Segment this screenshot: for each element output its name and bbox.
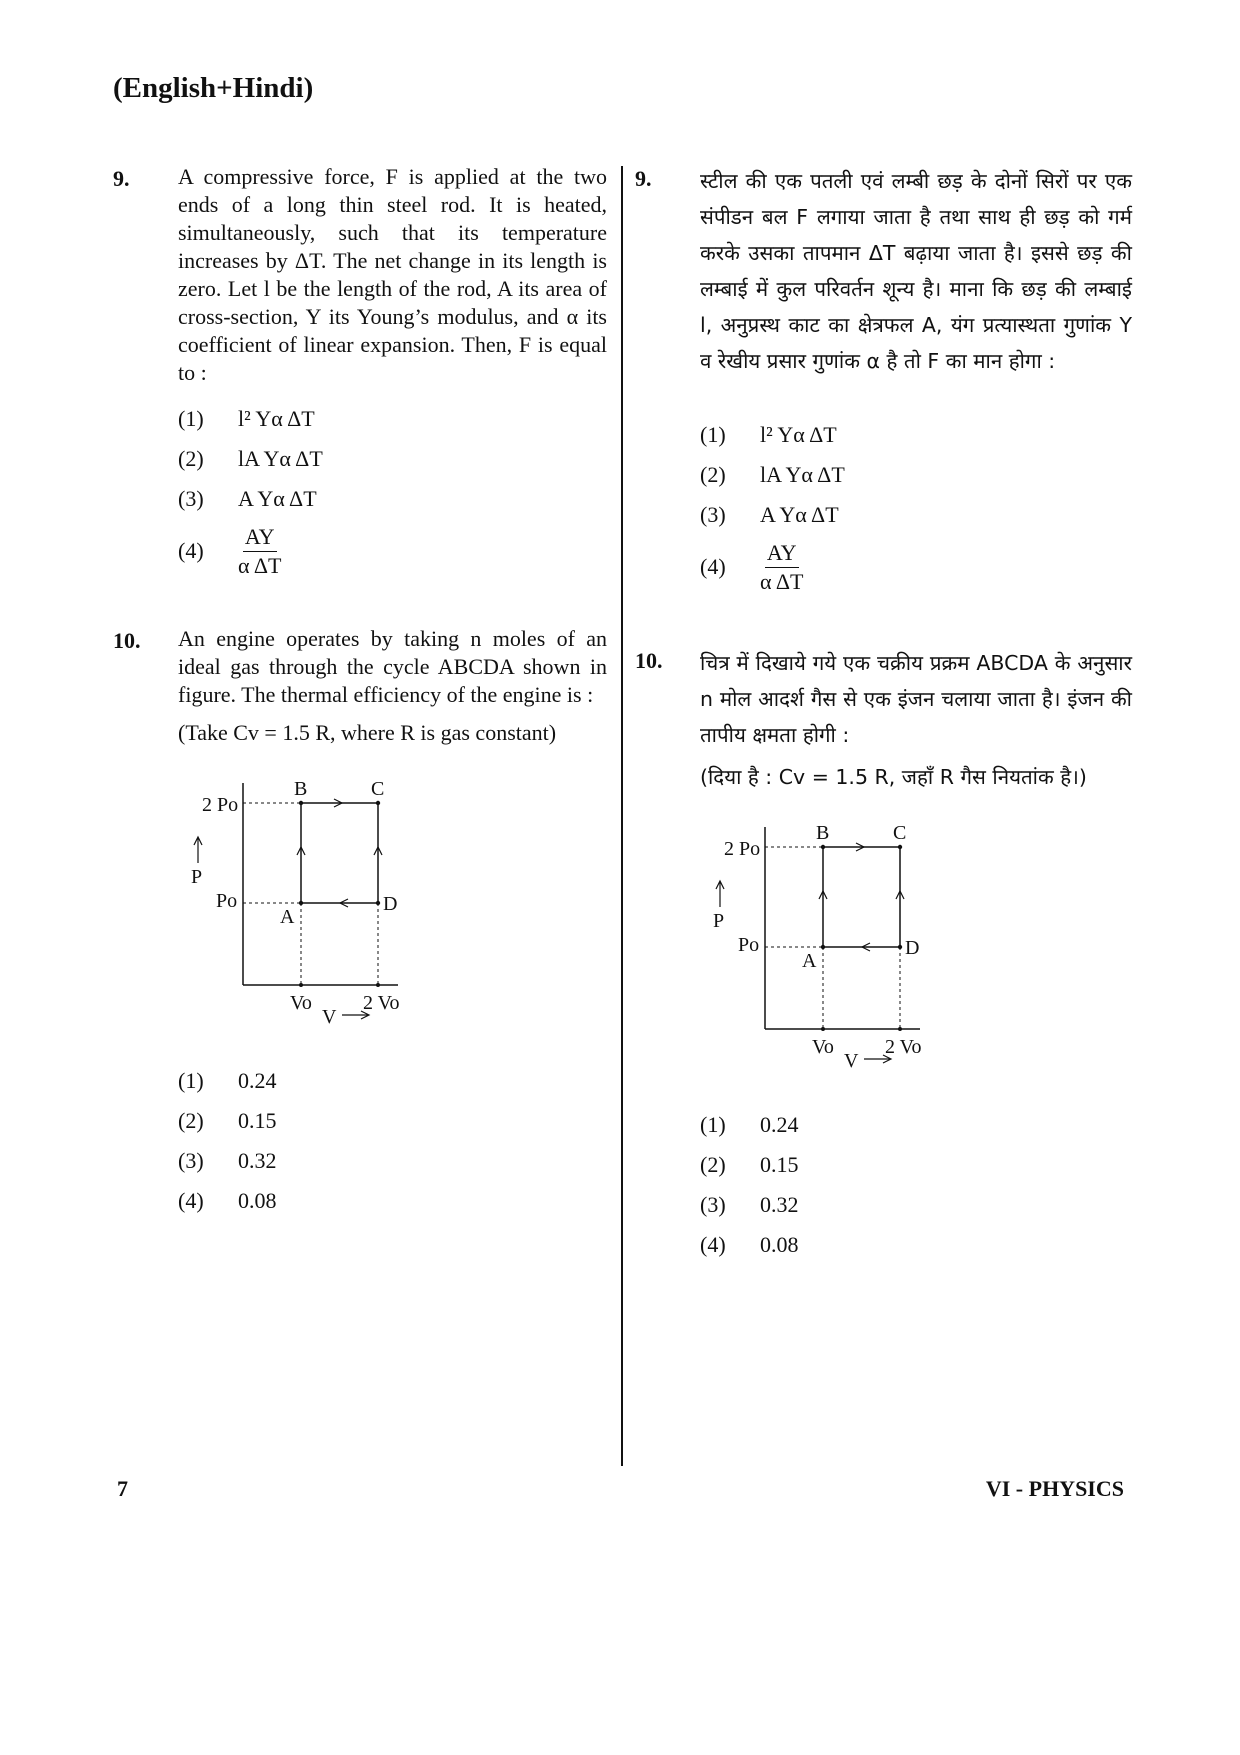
label-vo: Vo — [812, 1036, 834, 1058]
option-2[interactable] — [178, 1101, 607, 1141]
label-a: A — [280, 906, 295, 928]
numerator: AY — [243, 523, 277, 552]
column-divider — [621, 166, 623, 1466]
label-2po: 2 Po — [202, 794, 239, 816]
page-number: 7 — [117, 1476, 128, 1501]
label-po: Po — [738, 934, 760, 956]
option-number: (3) — [178, 1148, 204, 1173]
question-number: 10. — [113, 628, 141, 653]
question-9-hi — [635, 163, 1132, 599]
option-text: 0.32 — [760, 1192, 799, 1217]
option-number: (1) — [178, 1068, 204, 1093]
question-text: चित्र में दिखाये गये एक चक्रीय प्रक्रम ABCDA के अनुसार n मोल आदर्श गैस से एक इंजन चलाया जाता है। इंजन की तापीय क्षमता होगी : — [700, 651, 1132, 747]
options — [700, 1105, 1132, 1265]
option-2[interactable] — [700, 1145, 1132, 1185]
option-2[interactable] — [178, 439, 607, 479]
option-text: A Yα ΔT — [760, 502, 839, 527]
numerator: AY — [765, 539, 799, 568]
question-number: 9. — [113, 166, 130, 191]
question-number: 9. — [635, 166, 652, 191]
option-4[interactable] — [178, 1181, 607, 1221]
vertex-dots — [299, 801, 380, 987]
question-text: An engine operates by taking n moles of an ideal gas through the cycle ABCDA shown in figure. The thermal efficiency of the engine is : — [178, 626, 607, 707]
pv-diagram — [178, 773, 607, 1043]
label-d: D — [383, 893, 398, 915]
option-text: l² Yα ΔT — [760, 422, 837, 447]
option-1[interactable] — [700, 1105, 1132, 1145]
question-9-en — [113, 163, 607, 583]
option-4[interactable] — [700, 535, 1132, 599]
options — [700, 415, 1132, 599]
label-b: B — [816, 822, 830, 844]
option-number: (3) — [700, 1192, 726, 1217]
option-number: (1) — [700, 1112, 726, 1137]
label-2vo: 2 Vo — [885, 1036, 922, 1058]
option-number: (4) — [178, 538, 204, 563]
question-note: (दिया है : Cv = 1.5 R, जहाँ R गैस नियतांक है।) — [700, 765, 1087, 789]
option-number: (4) — [700, 554, 726, 579]
hindi-column — [635, 163, 1132, 1265]
axis-label-p: P — [191, 866, 203, 888]
label-b: B — [294, 778, 308, 800]
vertex-dots — [821, 845, 902, 1031]
question-number: 10. — [635, 648, 663, 673]
question-10-en — [113, 625, 607, 1221]
pv-diagram-svg — [700, 817, 960, 1087]
english-column — [113, 163, 607, 1221]
label-vo: Vo — [290, 992, 312, 1014]
page-header: (English+Hindi) — [113, 72, 314, 104]
option-number: (1) — [700, 422, 726, 447]
option-text: 0.15 — [238, 1108, 277, 1133]
option-number: (1) — [178, 406, 204, 431]
option-text: 0.24 — [238, 1068, 277, 1093]
option-4[interactable] — [700, 1225, 1132, 1265]
option-number: (3) — [700, 502, 726, 527]
axis-label-p: P — [713, 910, 725, 932]
option-3[interactable] — [700, 1185, 1132, 1225]
option-number: (2) — [700, 462, 726, 487]
pv-diagram — [700, 817, 1132, 1087]
options — [178, 399, 607, 583]
option-1[interactable] — [178, 399, 607, 439]
option-1[interactable] — [700, 415, 1132, 455]
question-text: A compressive force, F is applied at the two ends of a long thin steel rod. It is heated, simultaneously, such that its temperature increases by ΔT. The net change in its length is zero. Let l be the length of the rod, A its area of cross-section, Y its Young’s modulus, and α its coefficient of linear expansion. Then, F is equal to : — [178, 164, 607, 385]
option-text: 0.15 — [760, 1152, 799, 1177]
options — [178, 1061, 607, 1221]
option-number: (2) — [700, 1152, 726, 1177]
label-2po: 2 Po — [724, 838, 761, 860]
question-10-hi — [635, 645, 1132, 1265]
option-number: (2) — [178, 1108, 204, 1133]
option-3[interactable] — [178, 1141, 607, 1181]
option-3[interactable] — [178, 479, 607, 519]
option-number: (4) — [178, 1188, 204, 1213]
label-po: Po — [216, 890, 238, 912]
option-text: 0.32 — [238, 1148, 277, 1173]
pv-diagram-svg — [178, 773, 438, 1043]
option-text: 0.24 — [760, 1112, 799, 1137]
option-text: l² Yα ΔT — [238, 406, 315, 431]
option-1[interactable] — [178, 1061, 607, 1101]
denominator: α ΔT — [760, 568, 804, 594]
option-text: lA Yα ΔT — [238, 446, 323, 471]
option-number: (3) — [178, 486, 204, 511]
option-4[interactable] — [178, 519, 607, 583]
axis-label-v: V — [322, 1006, 337, 1028]
subject-label: VI - PHYSICS — [985, 1476, 1124, 1501]
question-note: (Take Cv = 1.5 R, where R is gas constant) — [178, 720, 557, 745]
option-3[interactable] — [700, 495, 1132, 535]
label-c: C — [893, 822, 907, 844]
axis-label-v: V — [844, 1050, 859, 1072]
fraction — [238, 523, 281, 580]
option-text: A Yα ΔT — [238, 486, 317, 511]
option-number: (4) — [700, 1232, 726, 1257]
denominator: α ΔT — [238, 552, 282, 578]
option-text: lA Yα ΔT — [760, 462, 845, 487]
option-2[interactable] — [700, 455, 1132, 495]
label-c: C — [371, 778, 385, 800]
label-a: A — [802, 950, 817, 972]
option-text: 0.08 — [238, 1188, 277, 1213]
label-2vo: 2 Vo — [363, 992, 400, 1014]
label-d: D — [905, 937, 920, 959]
question-text: स्टील की एक पतली एवं लम्बी छड़ के दोनों सिरों पर एक संपीडन बल F लगाया जाता है तथा साथ ही छड़ को गर्म करके उसका तापमान ΔT बढ़ाया जाता है। इससे छड़ की लम्बाई में कुल परिवर्तन शून्य है। माना कि छड़ की लम्बाई l, अनुप्रस्थ काट का क्षेत्रफल A, यंग प्रत्यास्थता गुणांक Y व रेखीय प्रसार गुणांक α है तो F का मान होगा : — [700, 169, 1132, 373]
fraction — [760, 539, 803, 596]
option-text: 0.08 — [760, 1232, 799, 1257]
option-number: (2) — [178, 446, 204, 471]
